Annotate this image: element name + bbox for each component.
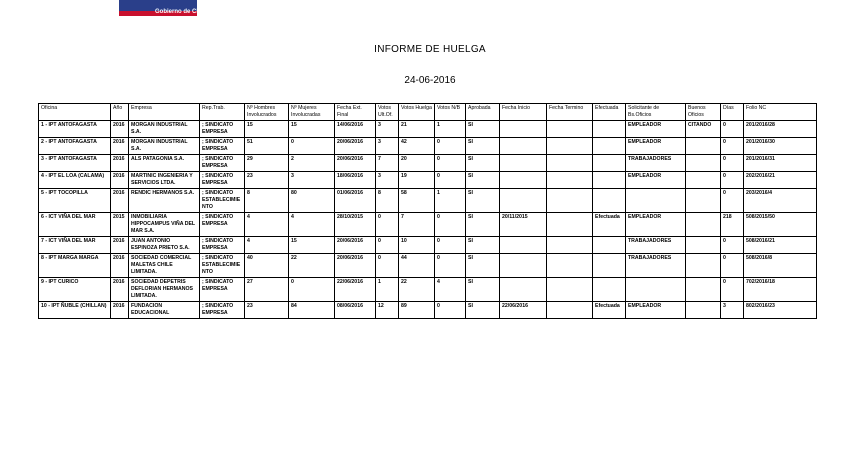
table-cell: 20/06/2016 [335, 138, 376, 155]
table-cell: 508/2016/8 [744, 254, 817, 278]
table-cell: 0 [721, 172, 744, 189]
table-cell: ; SINDICATO EMPRESA [200, 237, 245, 254]
table-cell [686, 172, 721, 189]
table-cell [626, 189, 686, 213]
table-cell: 0 [721, 278, 744, 302]
table-cell [547, 302, 593, 319]
table-cell: 0 [376, 213, 399, 237]
table-cell: 23 [245, 302, 289, 319]
table-cell: 201/2016/31 [744, 155, 817, 172]
table-cell: 20 [399, 155, 435, 172]
table-cell: 51 [245, 138, 289, 155]
table-cell: Efectuada [593, 302, 626, 319]
table-cell: 22/06/2016 [500, 302, 547, 319]
table-row [39, 302, 817, 319]
column-header: Votos Huelga [399, 104, 435, 121]
table-cell: EMPLEADOR [626, 213, 686, 237]
table-cell [593, 121, 626, 138]
table-cell: 42 [399, 138, 435, 155]
table-cell: 202/2016/21 [744, 172, 817, 189]
table-cell [593, 172, 626, 189]
table-cell: SOCIEDAD COMERCIAL MALETAS CHILE LIMITADA. [129, 254, 200, 278]
table-row [39, 155, 817, 172]
table-cell: SOCIEDAD DEPETRIS DEFLORIAN HERMANOS LIMITADA. [129, 278, 200, 302]
report-title: INFORME DE HUELGA [374, 44, 486, 55]
table-cell: RENDIC HERMANOS S.A. [129, 189, 200, 213]
column-header: Fecha Ext. Final [335, 104, 376, 121]
table-cell: SI [466, 155, 500, 172]
table-cell: 40 [245, 254, 289, 278]
table-cell: 15 [245, 121, 289, 138]
table-cell [500, 121, 547, 138]
table-cell: 3 [376, 121, 399, 138]
table-cell: 4 [245, 213, 289, 237]
table-cell: 14/06/2016 [335, 121, 376, 138]
table-cell: 0 [721, 155, 744, 172]
table-cell: 21 [399, 121, 435, 138]
table-cell: 12 [376, 302, 399, 319]
table-cell [686, 213, 721, 237]
table-row [39, 138, 817, 155]
table-cell [500, 155, 547, 172]
table-cell: ; SINDICATO ESTABLECIMIENTO [200, 189, 245, 213]
table-cell: EMPLEADOR [626, 121, 686, 138]
table-body [39, 121, 817, 319]
column-header: Folio NC [744, 104, 817, 121]
table-cell: SI [466, 254, 500, 278]
table-cell: 0 [289, 138, 335, 155]
table-cell: INMOBILIARIA HIPPOCAMPUS VIÑA DEL MAR S.A. [129, 213, 200, 237]
table-cell [547, 278, 593, 302]
table-cell: 0 [435, 237, 466, 254]
table-cell: 01/06/2016 [335, 189, 376, 213]
table-cell [686, 189, 721, 213]
table-cell: 1 - IPT ANTOFAGASTA [39, 121, 111, 138]
table-cell: 4 [289, 213, 335, 237]
table-cell: 10 - IPT ÑUBLE (CHILLAN) [39, 302, 111, 319]
table-cell [500, 172, 547, 189]
table-cell: SI [466, 138, 500, 155]
table-cell: TRABAJADORES [626, 254, 686, 278]
column-header: Nº Mujeres Involucradas [289, 104, 335, 121]
table-cell: 508/2015/50 [744, 213, 817, 237]
table-row [39, 237, 817, 254]
table-cell: 15 [289, 121, 335, 138]
table-cell [593, 254, 626, 278]
table-cell: 20/06/2016 [335, 237, 376, 254]
table-cell: SI [466, 302, 500, 319]
table-cell: 10 [399, 237, 435, 254]
table-cell: SI [466, 278, 500, 302]
table-cell: CITANDO [686, 121, 721, 138]
table-cell [593, 189, 626, 213]
table-cell: 3 [376, 138, 399, 155]
table-cell: 2016 [111, 278, 129, 302]
table-cell: 23 [245, 172, 289, 189]
table-cell: 0 [721, 138, 744, 155]
table-cell: 8 [245, 189, 289, 213]
table-cell [500, 254, 547, 278]
table-cell: 0 [435, 172, 466, 189]
table-cell: 3 - IPT ANTOFAGASTA [39, 155, 111, 172]
table-cell [500, 278, 547, 302]
table-cell: 4 - IPT EL LOA (CALAMA) [39, 172, 111, 189]
table-cell: 7 [376, 155, 399, 172]
table-cell [547, 121, 593, 138]
strike-report-table [38, 103, 817, 319]
table-cell: 201/2016/28 [744, 121, 817, 138]
table-cell: 27 [245, 278, 289, 302]
table-cell: 20/06/2016 [335, 254, 376, 278]
table-cell: 28/10/2015 [335, 213, 376, 237]
table-cell: 0 [376, 254, 399, 278]
table-cell: 58 [399, 189, 435, 213]
table-cell: 0 [435, 138, 466, 155]
table-cell [686, 138, 721, 155]
table-cell [547, 172, 593, 189]
table-row [39, 254, 817, 278]
table-cell: 2016 [111, 302, 129, 319]
table-cell: 9 - IPT CURICO [39, 278, 111, 302]
table-cell: 218 [721, 213, 744, 237]
column-header: Rep.Trab. [200, 104, 245, 121]
table-cell: MARTINIC INGENIERIA Y SERVICIOS LTDA. [129, 172, 200, 189]
table-cell: 4 [245, 237, 289, 254]
column-header: Aprobada [466, 104, 500, 121]
table-cell [593, 138, 626, 155]
table-cell [547, 237, 593, 254]
table-cell: 2016 [111, 172, 129, 189]
table-cell [686, 237, 721, 254]
column-header: Efectuada [593, 104, 626, 121]
column-header: Votos Ult.Of. [376, 104, 399, 121]
table-cell: 2 [289, 155, 335, 172]
table-row [39, 213, 817, 237]
table-cell: ; SINDICATO EMPRESA [200, 213, 245, 237]
table-cell: EMPLEADOR [626, 138, 686, 155]
table-cell: 29 [245, 155, 289, 172]
column-header: Año [111, 104, 129, 121]
table-row [39, 172, 817, 189]
table-cell: 5 - IPT TOCOPILLA [39, 189, 111, 213]
table-cell: 20/11/2015 [500, 213, 547, 237]
table-cell: 0 [721, 237, 744, 254]
table-cell: 1 [435, 121, 466, 138]
table-cell: ; SINDICATO EMPRESA [200, 172, 245, 189]
table-cell: 203/2016/4 [744, 189, 817, 213]
table-cell: SI [466, 172, 500, 189]
table-row [39, 121, 817, 138]
table-cell: ; SINDICATO EMPRESA [200, 302, 245, 319]
column-header: Solicitante de Bs.Oficios [626, 104, 686, 121]
logo-text: Gobierno de Chile [155, 9, 207, 15]
table-cell: 19 [399, 172, 435, 189]
table-cell [686, 302, 721, 319]
table-cell: TRABAJADORES [626, 237, 686, 254]
table-cell: 22 [399, 278, 435, 302]
table-cell: SI [466, 237, 500, 254]
table-cell: 0 [435, 302, 466, 319]
table-cell: ; SINDICATO EMPRESA [200, 155, 245, 172]
table-cell: 2016 [111, 121, 129, 138]
table-cell: 2016 [111, 237, 129, 254]
table-cell [547, 213, 593, 237]
table-cell [686, 278, 721, 302]
table-cell: 2015 [111, 213, 129, 237]
table-cell: 20/06/2016 [335, 155, 376, 172]
table-cell: 44 [399, 254, 435, 278]
table-cell [500, 189, 547, 213]
table-cell: 7 - ICT VIÑA DEL MAR [39, 237, 111, 254]
table-cell: 2016 [111, 138, 129, 155]
table-cell: 0 [435, 254, 466, 278]
table-cell: SI [466, 189, 500, 213]
table-cell: 08/06/2016 [335, 302, 376, 319]
table-cell: 8 [376, 189, 399, 213]
table-cell: ALS PATAGONIA S.A. [129, 155, 200, 172]
table-cell: EMPLEADOR [626, 172, 686, 189]
table-cell [547, 138, 593, 155]
table-cell: 0 [376, 237, 399, 254]
table-cell: 7 [399, 213, 435, 237]
table-cell: SI [466, 121, 500, 138]
table-cell: ; SINDICATO EMPRESA [200, 121, 245, 138]
table-cell: 702/2016/18 [744, 278, 817, 302]
column-header: Empresa [129, 104, 200, 121]
table-cell: 0 [721, 254, 744, 278]
table-cell: EMPLEADOR [626, 302, 686, 319]
table-cell: FUNDACION EDUCACIONAL [129, 302, 200, 319]
table-row [39, 189, 817, 213]
column-header: Nº Hombres Involucrados [245, 104, 289, 121]
table-cell: 0 [289, 278, 335, 302]
table-cell: ; SINDICATO EMPRESA [200, 138, 245, 155]
table-cell: 802/2016/23 [744, 302, 817, 319]
table-cell: JUAN ANTONIO ESPINOZA PRIETO S.A. [129, 237, 200, 254]
table-cell [500, 237, 547, 254]
table-cell: ; SINDICATO ESTABLECIMIENTO [200, 254, 245, 278]
column-header: Fecha Termino [547, 104, 593, 121]
table-cell [626, 278, 686, 302]
table-cell: 0 [721, 189, 744, 213]
table-cell: 80 [289, 189, 335, 213]
table-cell: 3 [376, 172, 399, 189]
table-cell: 8 - IPT MARGA MARGA [39, 254, 111, 278]
table-cell [686, 155, 721, 172]
header-row [39, 104, 817, 121]
table-cell: 3 [289, 172, 335, 189]
table-cell: 4 [435, 278, 466, 302]
table-cell: 508/2016/21 [744, 237, 817, 254]
table-cell: 22/06/2016 [335, 278, 376, 302]
table-cell [547, 189, 593, 213]
column-header: Días [721, 104, 744, 121]
table-cell [686, 254, 721, 278]
table-cell: 2 - IPT ANTOFAGASTA [39, 138, 111, 155]
table-cell: 0 [435, 213, 466, 237]
table-cell: 84 [289, 302, 335, 319]
table-cell [593, 278, 626, 302]
table-cell [593, 237, 626, 254]
table-cell: 89 [399, 302, 435, 319]
column-header: Votos N/B [435, 104, 466, 121]
table-header [39, 104, 817, 121]
table-cell: 1 [435, 189, 466, 213]
report-date: 24-06-2016 [404, 75, 456, 86]
table-cell: 15 [289, 237, 335, 254]
table-cell: 201/2016/30 [744, 138, 817, 155]
table-cell: TRABAJADORES [626, 155, 686, 172]
table-cell: 18/06/2016 [335, 172, 376, 189]
table-cell: MORGAN INDUSTRIAL S.A. [129, 121, 200, 138]
table-cell: 2016 [111, 254, 129, 278]
table-cell: 2016 [111, 155, 129, 172]
table-cell: 6 - ICT VIÑA DEL MAR [39, 213, 111, 237]
table-cell [547, 254, 593, 278]
table-row [39, 278, 817, 302]
table-cell: Efectuada [593, 213, 626, 237]
column-header: Oficina [39, 104, 111, 121]
column-header: Fecha Inicio [500, 104, 547, 121]
table-cell: 22 [289, 254, 335, 278]
table-cell [547, 155, 593, 172]
table-cell [593, 155, 626, 172]
table-cell: 0 [721, 121, 744, 138]
table-cell: MORGAN INDUSTRIAL S.A. [129, 138, 200, 155]
table-cell: 1 [376, 278, 399, 302]
table-cell [500, 138, 547, 155]
table-cell: 0 [435, 155, 466, 172]
table-cell: SI [466, 213, 500, 237]
column-header: Buenos Oficios [686, 104, 721, 121]
table-cell: 2016 [111, 189, 129, 213]
table-cell: 3 [721, 302, 744, 319]
table-cell: ; SINDICATO EMPRESA [200, 278, 245, 302]
